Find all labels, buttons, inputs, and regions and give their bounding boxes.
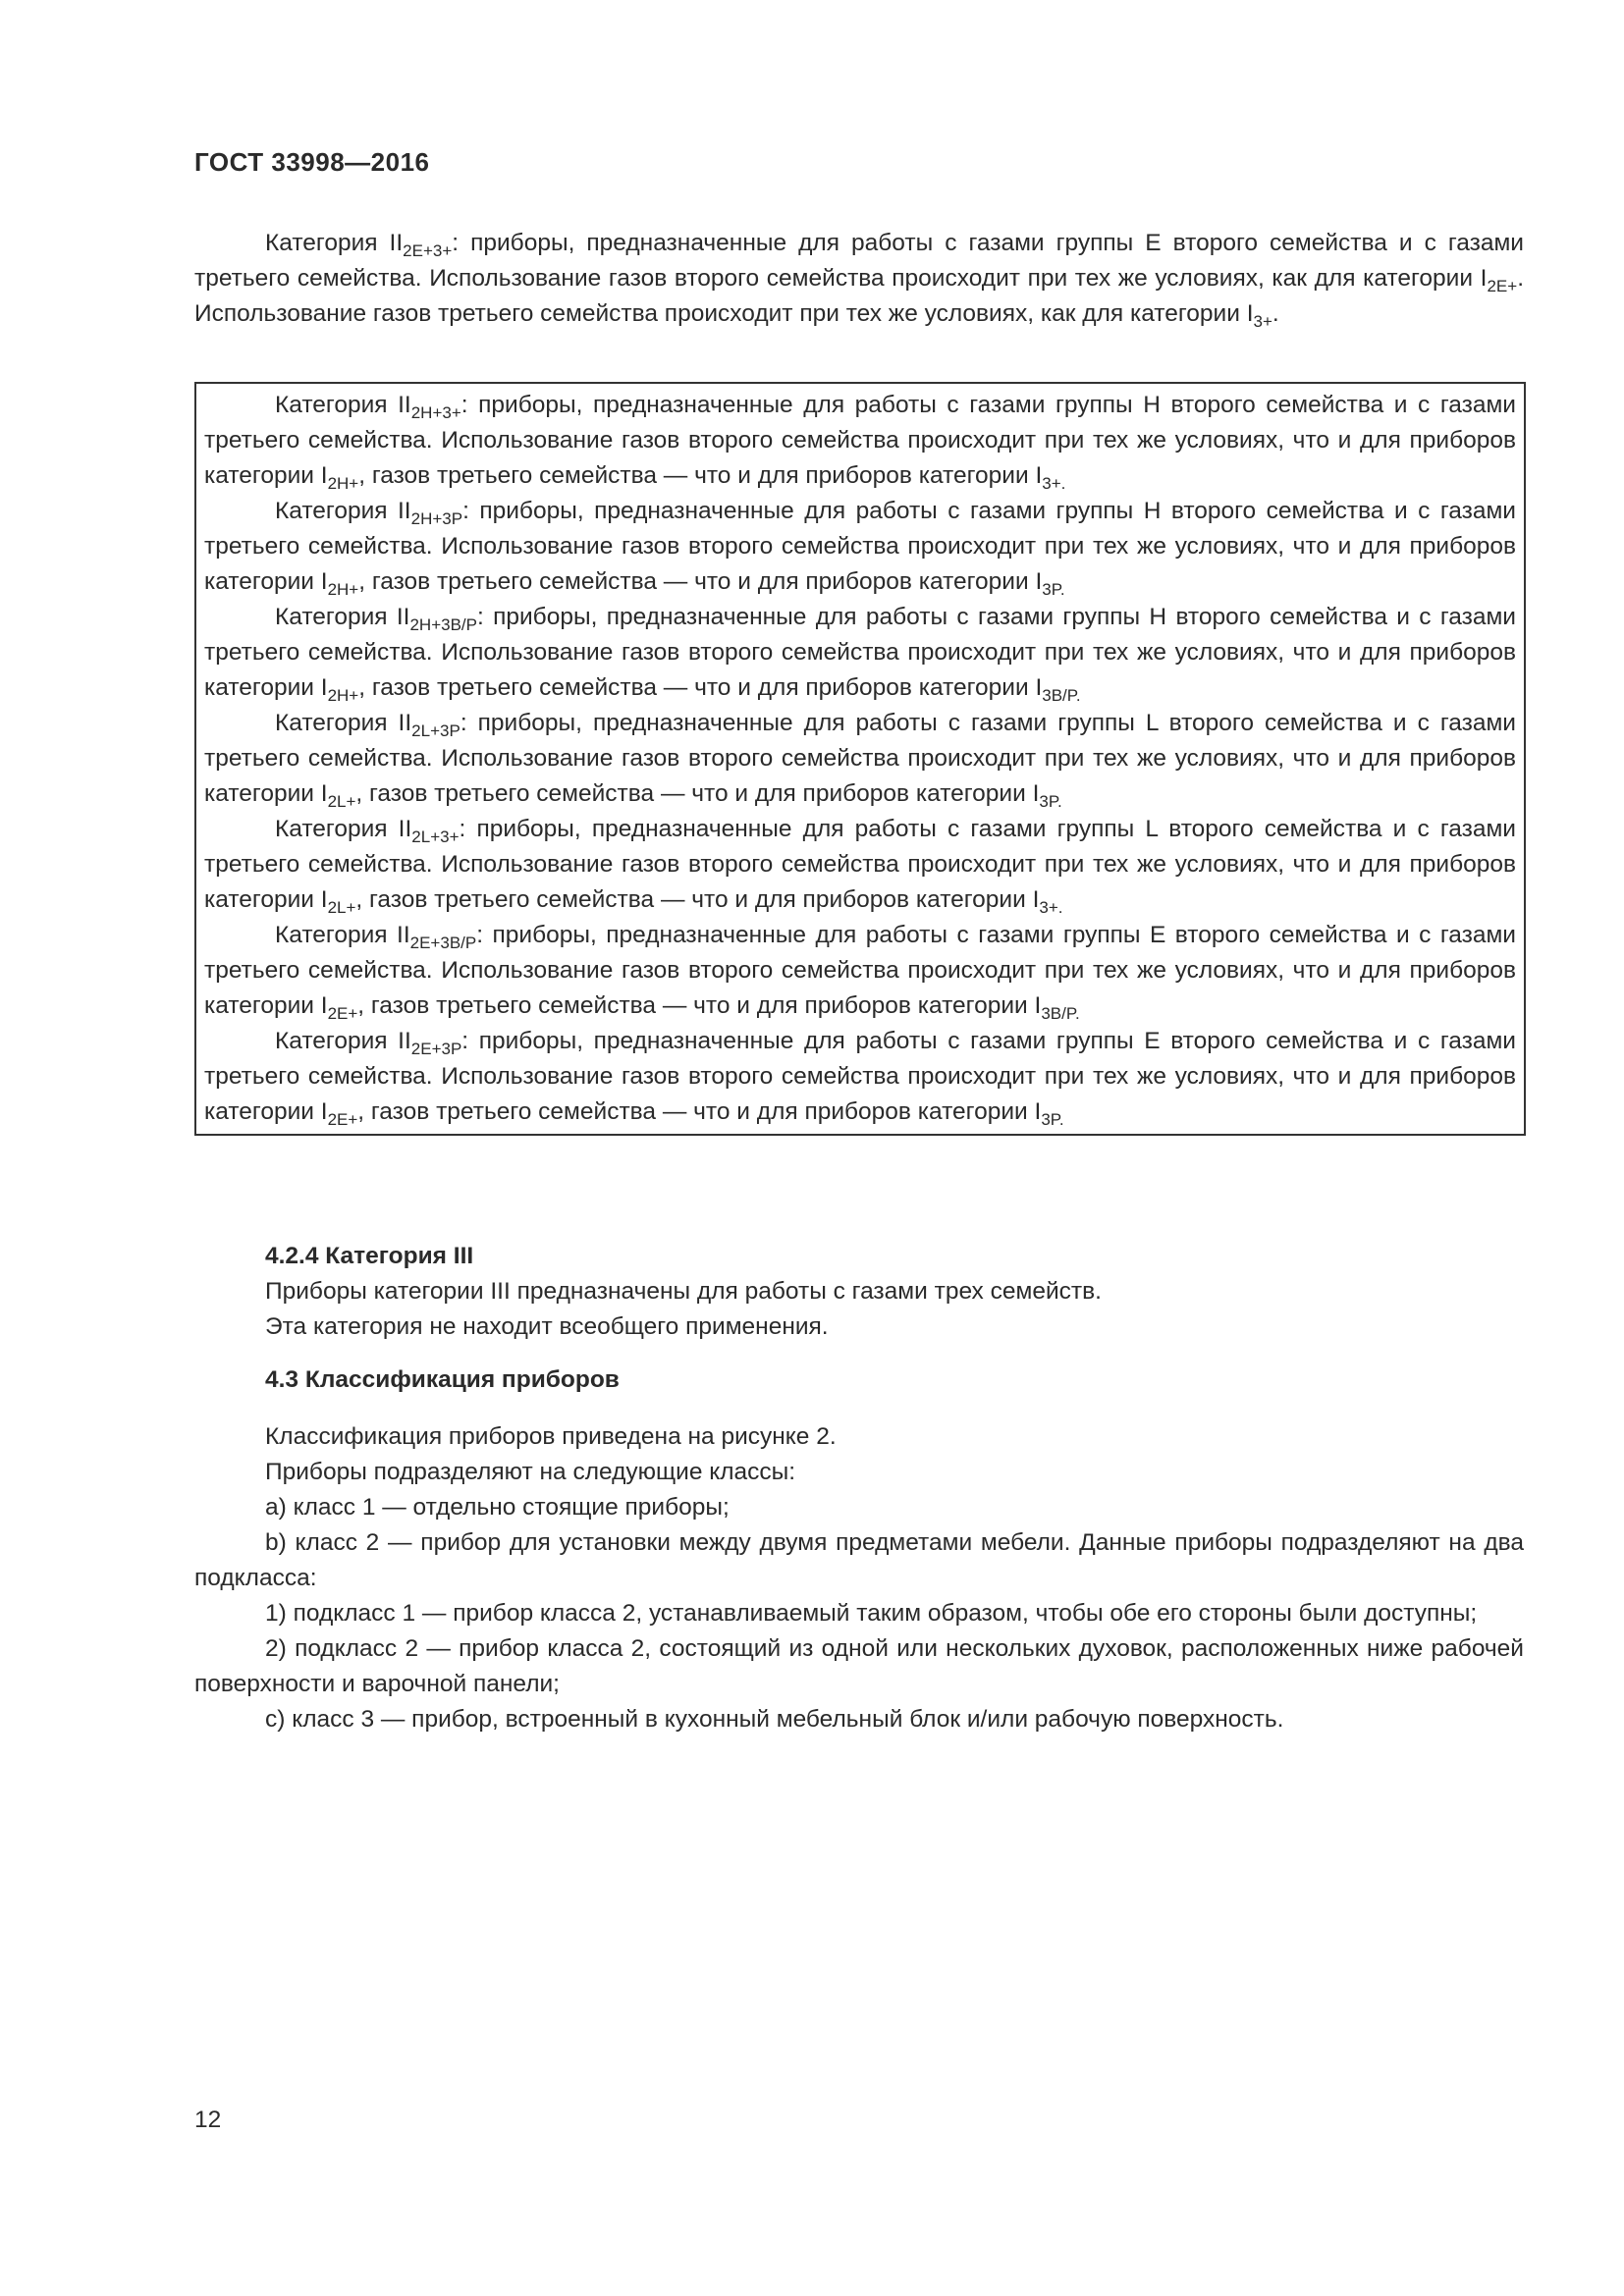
category-paragraph: Категория $II_{2L+3P}$: приборы, предназначенные для работы с газами группы L второго семейства и с газами третьего семейства. Использование газов второго семейства происходит при тех же условиях, что и для приборов категории $I_{2L+}$, газов третьего семейства — что и для приборов категории $I_{3P.}$ bbox=[204, 710, 1516, 811]
list-item: b) класс 2 — прибор для установки между двумя предметами мебели. Данные приборы подразделяют на два подкласса: bbox=[194, 1529, 1524, 1591]
page-number: 12 bbox=[194, 2107, 222, 2133]
body-line: Классификация приборов приведена на рисунке 2. bbox=[265, 1423, 837, 1450]
list-item: c) класс 3 — прибор, встроенный в кухонный мебельный блок и/или рабочую поверхность. bbox=[265, 1706, 1284, 1733]
category-paragraph: Категория $II_{2E+3+}$: приборы, предназначенные для работы с газами группы E второго семейства и с газами третьего семейства. Использование газов второго семейства происходит при тех же условиях, как для категории $I_{2E+}$. Использование газов третьего семейства происходит при тех же условиях, как для категории $I_{3+}$. bbox=[194, 230, 1524, 331]
boxed-categories bbox=[194, 382, 1526, 1136]
sections-after-box bbox=[194, 1239, 1524, 1737]
category-paragraph: Категория $II_{2H+3B/P}$: приборы, предназначенные для работы с газами группы H второго семейства и с газами третьего семейства. Использование газов второго семейства происходит при тех же условиях, что и для приборов категории $I_{2H+}$, газов третьего семейства — что и для приборов категории $I_{3B/P.}$ bbox=[204, 604, 1516, 705]
body-line: Приборы категории III предназначены для работы с газами трех семейств. bbox=[265, 1278, 1102, 1305]
body-line: Эта категория не находит всеобщего применения. bbox=[265, 1313, 829, 1340]
category-paragraph: Категория $II_{2L+3+}$: приборы, предназначенные для работы с газами группы L второго семейства и с газами третьего семейства. Использование газов второго семейства происходит при тех же условиях, что и для приборов категории $I_{2L+}$, газов третьего семейства — что и для приборов категории $I_{3+.}$ bbox=[204, 816, 1516, 917]
body-line: Приборы подразделяют на следующие классы: bbox=[265, 1459, 796, 1485]
category-paragraph: Категория $II_{2E+3B/P}$: приборы, предназначенные для работы с газами группы E второго семейства и с газами третьего семейства. Использование газов второго семейства происходит при тех же условиях, что и для приборов категории $I_{2E+}$, газов третьего семейства — что и для приборов категории $I_{3B/P.}$ bbox=[204, 922, 1516, 1023]
list-item: a) класс 1 — отдельно стоящие приборы; bbox=[265, 1494, 730, 1521]
intro-section bbox=[194, 226, 1524, 332]
section-heading-4-2-4: 4.2.4 Категория III bbox=[265, 1243, 474, 1269]
category-paragraph: Категория $II_{2H+3P}$: приборы, предназначенные для работы с газами группы H второго семейства и с газами третьего семейства. Использование газов второго семейства происходит при тех же условиях, что и для приборов категории $I_{2H+}$, газов третьего семейства — что и для приборов категории $I_{3P.}$ bbox=[204, 498, 1516, 599]
list-item: 2) подкласс 2 — прибор класса 2, состоящий из одной или нескольких духовок, расположенных ниже рабочей поверхности и варочной панели; bbox=[194, 1635, 1524, 1697]
section-heading-4-3: 4.3 Классификация приборов bbox=[265, 1366, 620, 1393]
document-header: ГОСТ 33998—2016 bbox=[194, 147, 430, 177]
category-paragraph: Категория $II_{2E+3P}$: приборы, предназначенные для работы с газами группы E второго семейства и с газами третьего семейства. Использование газов второго семейства происходит при тех же условиях, что и для приборов категории $I_{2E+}$, газов третьего семейства — что и для приборов категории $I_{3P.}$ bbox=[204, 1028, 1516, 1129]
category-paragraph: Категория $II_{2H+3+}$: приборы, предназначенные для работы с газами группы H второго семейства и с газами третьего семейства. Использование газов второго семейства происходит при тех же условиях, что и для приборов категории $I_{2H+}$, газов третьего семейства — что и для приборов категории $I_{3+.}$ bbox=[204, 392, 1516, 493]
list-item: 1) подкласс 1 — прибор класса 2, устанавливаемый таким образом, чтобы обе его стороны были доступны; bbox=[265, 1600, 1478, 1627]
